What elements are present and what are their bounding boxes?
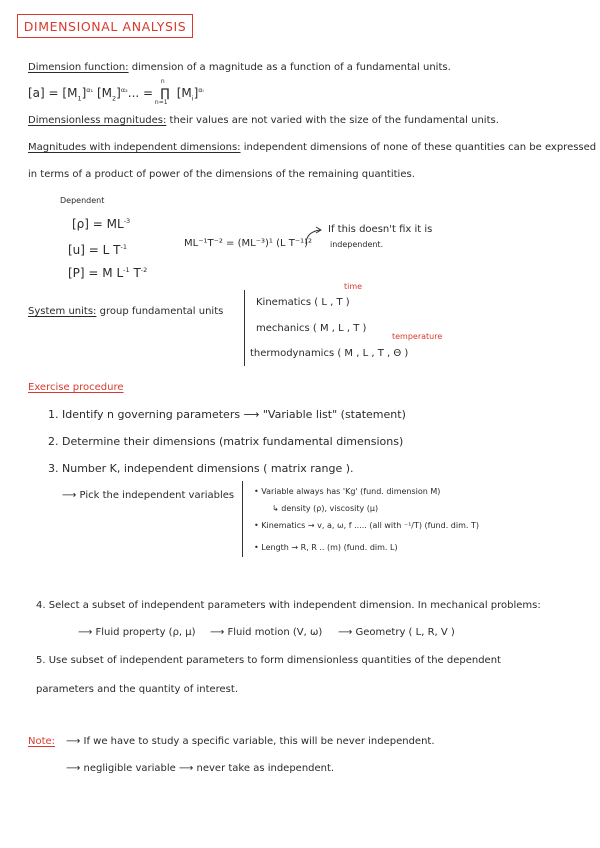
step-4-item-fluid-property: ⟶ Fluid property (ρ, μ) [78,627,196,638]
formula-tail: ... = [127,86,154,100]
step-4-item-geometry: ⟶ Geometry ( L, R, V ) [338,627,455,638]
dependent-eq-velocity [68,243,127,257]
eq-pressure-text-b: T [129,266,141,280]
note-line-2: ⟶ negligible variable ⟶ never take as independent. [66,763,335,774]
page-title [17,14,193,38]
eq-pressure-sup: -1 [123,266,130,274]
eq-density-sup: -3 [123,217,131,225]
formula-product-symbol: ∏ [160,86,170,100]
dimensionless-line [28,115,499,126]
formula-product-top: n [160,78,165,85]
independent-line-2: in terms of a product of power of the dimensions of the remaining quantities. [28,169,415,180]
formula-product-bottom: n=1 [154,99,168,106]
pick-item-density: ↳ density (ρ), viscosity (μ) [272,504,379,513]
pick-item-mass: • Variable always has 'Kg' (fund. dimension M) [254,487,441,496]
system-unit-thermodynamics: thermodynamics ( M , L , T , Θ ) [250,348,409,359]
note-label: Note: [28,736,56,747]
dimensionless-text: their values are not varied with the size of the fundamental units. [169,115,499,126]
eq-pressure-text: [P] = M L [68,266,124,280]
curved-arrow-icon [302,226,324,246]
exercise-step-2: 2. Determine their dimensions (matrix fundamental dimensions) [48,435,404,448]
page-title-text: DIMENSIONAL ANALYSIS [23,18,187,34]
exercise-step-5-line-2: parameters and the quantity of interest. [36,684,238,695]
formula-product [154,78,173,106]
step-4-item-fluid-motion: ⟶ Fluid motion (V, ω) [210,627,323,638]
dimension-function-text: dimension of a magnitude as a function of a fundamental units. [131,62,451,73]
pick-item-length: • Length → R, R .. (m) (fund. dim. L) [254,543,398,552]
formula-sub-3: i [191,94,194,103]
formula-lhs: [a] = [M [28,86,78,100]
system-units-text: group fundamental units [99,306,224,317]
formula-sup-3: αᵢ [198,86,204,94]
independent-text-1: independent dimensions of none of these quantities can be expressed [243,142,597,153]
system-unit-mechanics: mechanics ( M , L , T ) [256,323,367,334]
dimension-function-label: Dimension function: [28,62,129,73]
system-unit-thermodynamics-note: temperature [392,332,443,341]
exercise-step-3: 3. Number K, independent dimensions ( matrix range ). [48,462,354,475]
formula-sub-2: 2 [112,94,117,103]
eq-velocity-text: [u] = L T [68,243,121,257]
pick-item-kinematics: • Kinematics → v, a, ω, f ..... (all with ⁻¹/T) (fund. dim. T) [254,521,479,530]
exercise-step-4: 4. Select a subset of independent parameters with independent dimension. In mechanical problems: [36,600,541,611]
formula-sup-1: α₁ [86,86,94,94]
system-units-line [28,306,223,317]
system-units-brace [244,290,245,366]
dependent-combination: ML⁻¹T⁻² = (ML⁻³)¹ (L T⁻¹)² [184,238,313,249]
dependent-note-2: independent. [330,240,384,249]
system-unit-kinematics-note: time [344,282,363,291]
dependent-eq-pressure [68,266,147,280]
formula-sup-2: α₂ [120,86,128,94]
exercise-heading: Exercise procedure [28,382,124,393]
eq-pressure-sup-b: -2 [140,266,148,274]
dimension-function-formula: $[a] = [M_1]^{\alpha_1}$ $[M_2]^{\alpha_2}$... = n ∏ n=1 $[M_i]^{\alpha ᵢ}$ [28,78,204,106]
formula-mid: [M [96,86,113,100]
pick-independent-label: ⟶ Pick the independent variables [62,490,235,501]
system-unit-kinematics: Kinematics ( L , T ) [256,297,350,308]
dependent-label: Dependent [60,196,105,205]
system-units-label: System units: [28,306,97,317]
exercise-step-5-line-1: 5. Use subset of independent parameters to form dimensionless quantities of the dependent [36,655,501,666]
note-line-1: ⟶ If we have to study a specific variable, this will be never independent. [66,736,435,747]
dependent-eq-density [72,217,130,231]
exercise-step-1: 1. Identify n governing parameters ⟶ "Variable list" (statement) [48,408,406,421]
eq-velocity-sup: -1 [120,243,127,251]
dimensionless-label: Dimensionless magnitudes: [28,115,167,126]
formula-rhs: [M [176,86,192,100]
dimension-function-line [28,62,451,73]
formula-sub-1: 1 [77,94,82,103]
pick-independent-brace [242,481,243,557]
dependent-note-1: If this doesn't fix it is [328,224,433,235]
independent-label: Magnitudes with independent dimensions: [28,142,241,153]
eq-density-text: [ρ] = ML [72,217,124,231]
independent-line-1 [28,142,596,153]
